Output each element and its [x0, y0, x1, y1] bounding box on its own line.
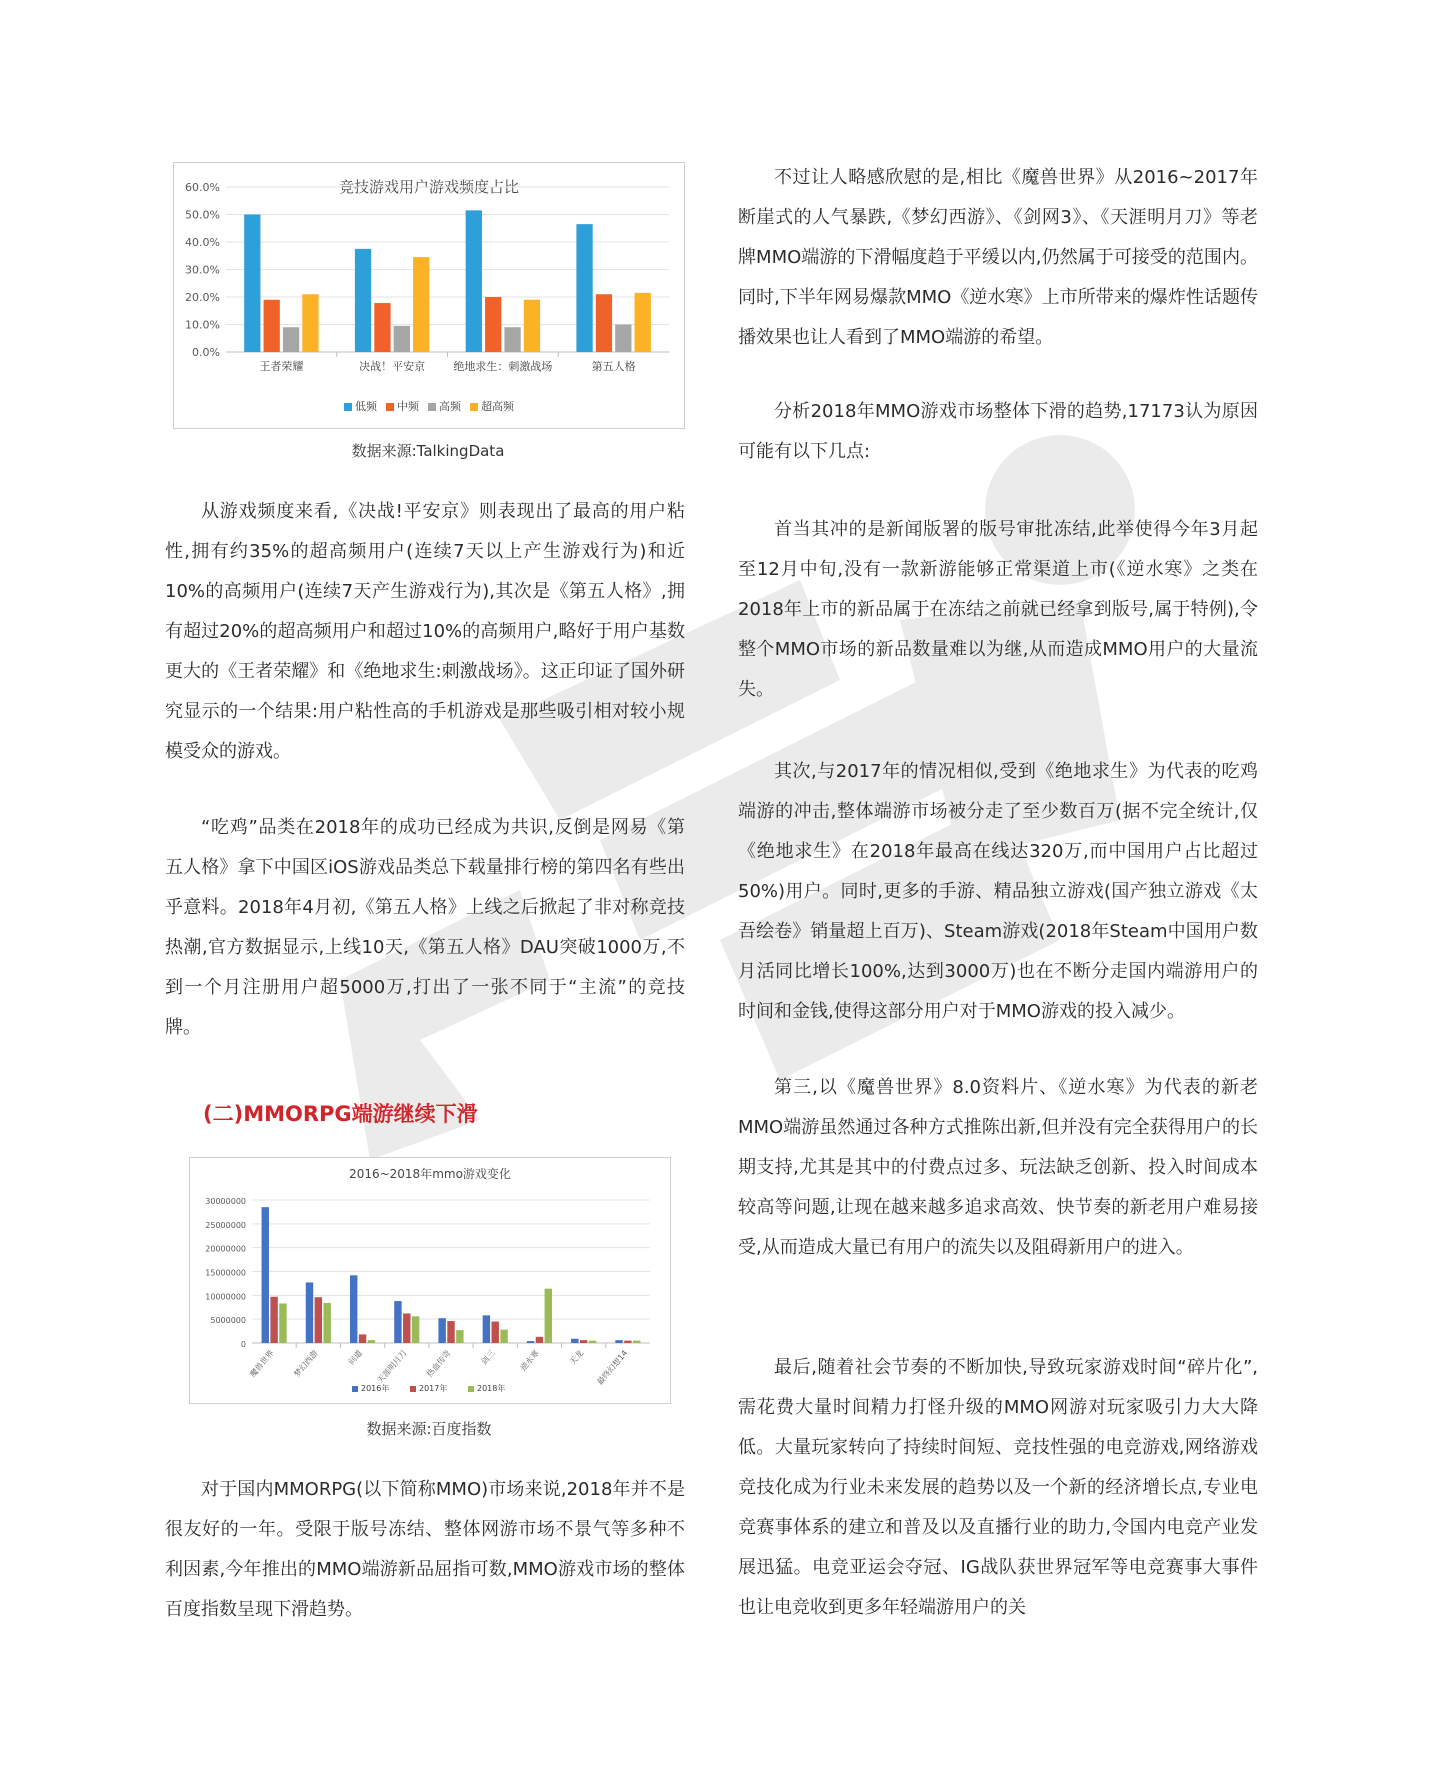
bar-2018年 — [500, 1330, 507, 1343]
bar-2017年 — [492, 1322, 499, 1343]
legend-swatch — [386, 403, 394, 411]
legend-label: 高频 — [439, 400, 461, 413]
x-category-label: 梦幻西游 — [292, 1348, 320, 1379]
chart2-caption: 数据来源:百度指数 — [366, 1420, 492, 1438]
x-category-label: 天龙 — [568, 1348, 586, 1367]
y-tick-label: 40.0% — [185, 236, 220, 249]
bar-2016年 — [615, 1340, 622, 1343]
legend-swatch — [410, 1386, 416, 1392]
legend-swatch — [470, 403, 478, 411]
bar-2016年 — [394, 1301, 401, 1343]
bar-高频 — [504, 327, 520, 352]
bar-2016年 — [262, 1207, 269, 1343]
right-paragraph-6: 最后,随着社会节奏的不断加快,导致玩家游戏时间“碎片化”,需花费大量时间精力打怪升级的MMO网游对玩家吸引力大大降低。大量玩家转向了持续时间短、竞技性强的电竞游戏,网络游戏竞技化成为行业未来发展的趋势以及一个新的经济增长点,专业电竞赛事体系的建立和普及以及直播行业的助力,令国内电竞产业发展迅猛。电竞亚运会夺冠、IG战队获世界冠军等电竞赛事大事件也让电竞收到更多年轻端游用户的关 — [738, 1357, 1258, 1618]
bar-2018年 — [368, 1340, 375, 1343]
y-tick-label: 20.0% — [185, 291, 220, 304]
section-heading: (二)MMORPG端游继续下滑 — [203, 1102, 478, 1126]
bar-2017年 — [536, 1337, 543, 1343]
mmo-chart-svg — [190, 1158, 670, 1403]
bar-2016年 — [438, 1318, 445, 1343]
left-paragraph-3: 对于国内MMORPG(以下简称MMO)市场来说,2018年并不是很友好的一年。受限于版号冻结、整体网游市场不景气等多种不利因素,今年推出的MMO端游新品屈指可数,MMO游戏市场的整体百度指数呈现下滑趋势。 — [165, 1479, 685, 1620]
bar-超高频 — [635, 293, 651, 352]
right-paragraph-1: 不过让人略感欣慰的是,相比《魔兽世界》从2016~2017年断崖式的人气暴跌,《梦幻西游》、《剑网3》、《天涯明月刀》等老牌MMO端游的下滑幅度趋于平缓以内,仍然属于可接受的范围内。同时,下半年网易爆款MMO《逆水寒》上市所带来的爆炸性话题传播效果也让人看到了MMO端游的希望。 — [738, 167, 1258, 348]
bar-2016年 — [571, 1339, 578, 1343]
y-tick-label: 10.0% — [185, 318, 220, 332]
bar-2016年 — [350, 1275, 357, 1343]
y-tick-label: 0.0% — [192, 346, 220, 359]
bar-2016年 — [527, 1341, 534, 1343]
y-tick-label: 30000000 — [205, 1197, 246, 1206]
bar-2017年 — [624, 1341, 631, 1343]
bar-2016年 — [483, 1315, 490, 1343]
legend-swatch — [428, 403, 436, 411]
legend-label: 中频 — [397, 400, 419, 413]
bar-超高频 — [413, 257, 429, 352]
bar-2018年 — [279, 1303, 286, 1343]
bar-低频 — [576, 224, 592, 352]
x-category-label: 绝地求生：刺激战场 — [453, 360, 553, 373]
left-paragraph-2: “吃鸡”品类在2018年的成功已经成为共识,反倒是网易《第五人格》拿下中国区iOS游戏品类总下载量排行榜的第四名有些出乎意料。2018年4月初,《第五人格》上线之后掀起了非对称竞技热潮,官方数据显示,上线10天,《第五人格》DAU突破1000万,不到一个月注册用户超5000万,打出了一张不同于“主流”的竞技牌。 — [165, 817, 685, 1038]
left-paragraph-1: 从游戏频度来看,《决战!平安京》则表现出了最高的用户粘性,拥有约35%的超高频用户(连续7天以上产生游戏行为)和近10%的高频用户(连续7天产生游戏行为),其次是《第五人格》,拥有超过20%的超高频用户和超过10%的高频用户,略好于用户基数更大的《王者荣耀》和《绝地求生:刺激战场》。这正印证了国外研究显示的一个结果:用户粘性高的手机游戏是那些吸引相对较小规模受众的游戏。 — [165, 501, 685, 762]
right-paragraph-3: 首当其冲的是新闻版署的版号审批冻结,此举使得今年3月起至12月中旬,没有一款新游能够正常渠道上市(《逆水寒》之类在2018年上市的新品属于在冻结之前就已经拿到版号,属于特例),令整个MMO市场的新品数量难以为继,从而造成MMO用户的大量流失。 — [738, 519, 1258, 700]
x-category-label: 逆水寒 — [518, 1348, 541, 1373]
mmo-chart — [189, 1157, 671, 1404]
x-category-label: 魔兽世界 — [248, 1348, 276, 1379]
x-category-label: 剑三 — [479, 1348, 497, 1367]
legend-label: 超高频 — [481, 400, 514, 413]
y-tick-label: 50.0% — [185, 208, 220, 222]
y-tick-label: 0 — [240, 1340, 246, 1349]
y-tick-label: 15000000 — [205, 1268, 246, 1278]
bar-2017年 — [580, 1340, 587, 1343]
y-tick-label: 5000000 — [210, 1316, 246, 1326]
y-tick-label: 10000000 — [205, 1292, 246, 1302]
bar-2017年 — [359, 1334, 366, 1343]
y-tick-label: 30.0% — [185, 263, 220, 277]
bar-低频 — [355, 249, 371, 352]
y-tick-label: 25000000 — [205, 1220, 246, 1230]
bar-2018年 — [323, 1303, 330, 1343]
bar-2018年 — [412, 1316, 419, 1343]
bar-低频 — [466, 210, 482, 352]
bar-2017年 — [315, 1297, 322, 1343]
right-paragraph-2: 分析2018年MMO游戏市场整体下滑的趋势,17173认为原因可能有以下几点: — [738, 401, 1258, 462]
right-paragraph-4: 其次,与2017年的情况相似,受到《绝地求生》为代表的吃鸡端游的冲击,整体端游市场被分走了至少数百万(据不完全统计,仅《绝地求生》在2018年最高在线达320万,而中国用户占比超过50%)用户。同时,更多的手游、精品独立游戏(国产独立游戏《太吾绘卷》销量超上百万)、Steam游戏(2018年Steam中国用户数月活同比增长100%,达到3000万)也在不断分走国内端游用户的时间和金钱,使得这部分用户对于MMO游戏的投入减少。 — [738, 761, 1258, 1022]
y-tick-label: 20000000 — [205, 1244, 246, 1254]
bar-2018年 — [633, 1341, 640, 1343]
legend-swatch — [352, 1386, 358, 1392]
bar-2016年 — [306, 1282, 313, 1343]
frequency-chart — [173, 162, 685, 429]
bar-低频 — [244, 215, 260, 353]
x-category-label: 热血传奇 — [425, 1348, 453, 1379]
x-category-label: 第五人格 — [591, 360, 636, 373]
legend-label: 2016年 — [361, 1384, 390, 1393]
bar-高频 — [394, 326, 410, 352]
frequency-chart-svg — [174, 163, 684, 428]
right-paragraph-5: 第三,以《魔兽世界》8.0资料片、《逆水寒》为代表的新老MMO端游虽然通过各种方式推陈出新,但并没有完全获得用户的长期支持,尤其是其中的付费点过多、玩法缺乏创新、投入时间成本较高等问题,让现在越来越多追求高效、快节奏的新老用户难易接受,从而造成大量已有用户的流失以及阻碍新用户的进入。 — [738, 1077, 1258, 1258]
bar-2017年 — [447, 1321, 454, 1343]
legend-swatch — [468, 1386, 474, 1392]
chart1-caption: 数据来源:TalkingData — [351, 442, 505, 460]
x-category-label: 天涯明月刀 — [375, 1348, 409, 1385]
bar-2017年 — [270, 1297, 277, 1343]
legend-swatch — [344, 403, 352, 411]
x-category-label: 问道 — [346, 1348, 365, 1367]
y-tick-label: 60.0% — [185, 181, 220, 194]
legend-label: 2017年 — [419, 1384, 448, 1393]
chart-title: 竞技游戏用户游戏频度占比 — [338, 178, 520, 196]
bar-高频 — [283, 327, 299, 352]
x-category-label: 决战！平安京 — [359, 360, 426, 373]
bar-中频 — [264, 300, 280, 352]
x-category-label: 王者荣耀 — [259, 360, 304, 373]
x-category-label: 最终幻想14 — [595, 1348, 630, 1387]
bar-超高频 — [302, 294, 318, 352]
bar-超高频 — [524, 300, 540, 352]
bar-2018年 — [545, 1289, 552, 1343]
legend-label: 2018年 — [477, 1384, 506, 1393]
bar-2017年 — [403, 1313, 410, 1343]
legend-label: 低频 — [355, 400, 377, 413]
bar-2018年 — [589, 1341, 596, 1343]
bar-中频 — [596, 294, 612, 352]
bar-2018年 — [456, 1330, 463, 1343]
chart-title: 2016~2018年mmo游戏变化 — [349, 1167, 511, 1181]
bar-中频 — [374, 303, 390, 352]
bar-高频 — [615, 325, 631, 353]
bar-中频 — [485, 297, 501, 352]
